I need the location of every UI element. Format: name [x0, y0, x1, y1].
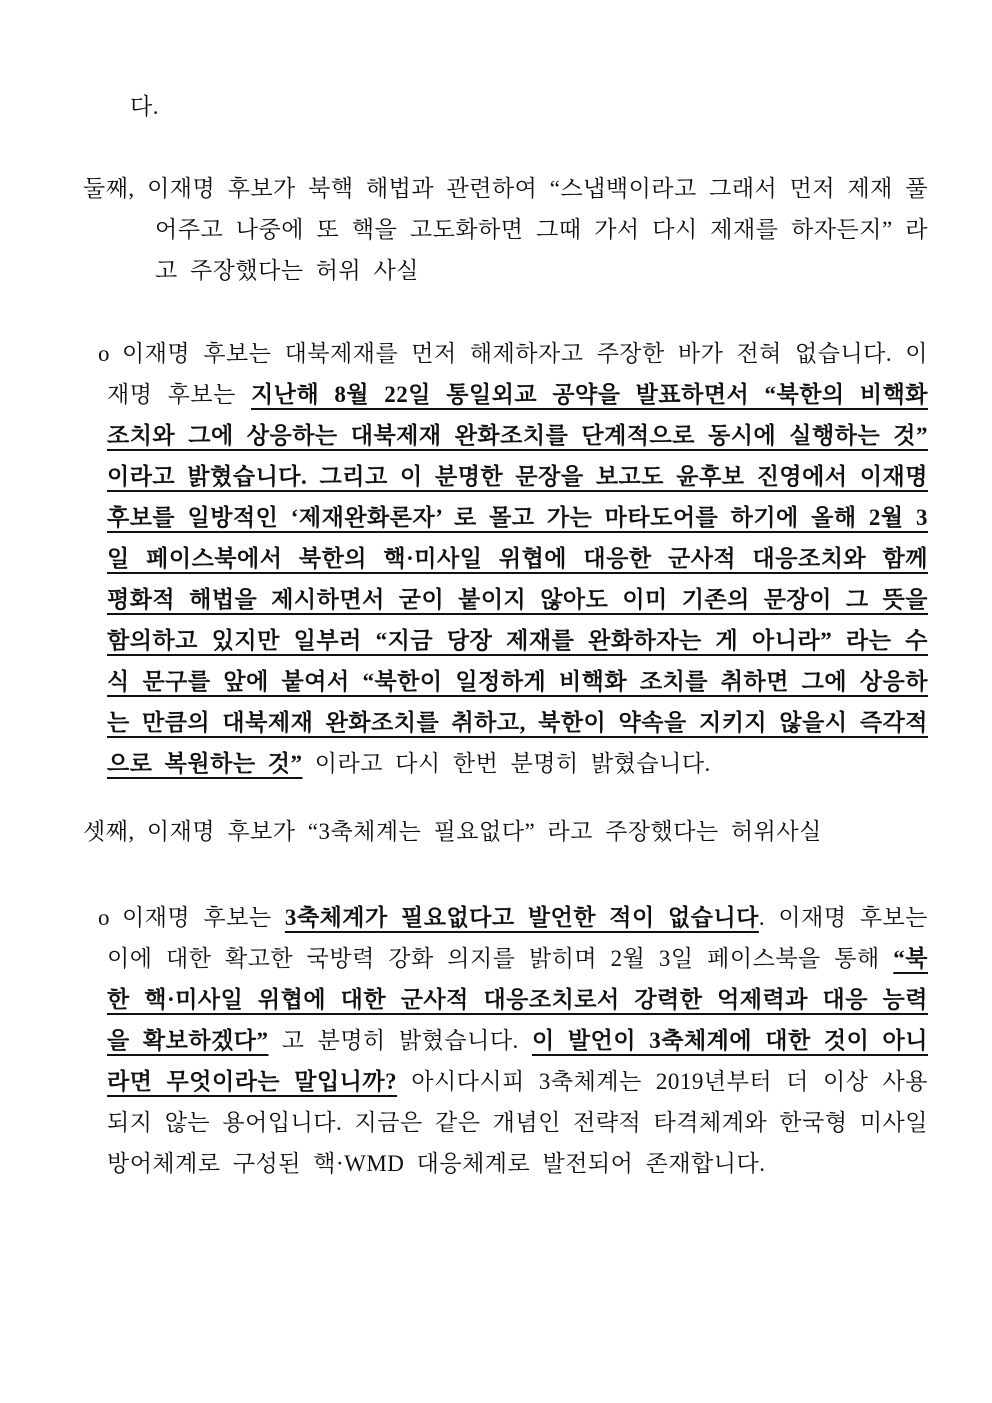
emphasized-text: “북한 핵·미사일 위협에 대한 군사적 대응조치로서 강력한 억제력과 대응 능력을 확보하겠다” — [107, 946, 928, 1053]
emphasized-text: 이 발언이 3축체계에 대한 것이 아니라면 무엇이라는 말입니까? — [107, 1028, 928, 1094]
body-text: 이라고 다시 한번 분명히 밝혔습니다. — [302, 751, 711, 776]
body-text: 둘째, 이재명 후보가 북핵 해법과 관련하여 “스냅백이라고 그래서 먼저 제재 풀어주고 나중에 또 핵을 고도화하면 그때 가서 다시 제재를 하자든지” 라고 주장했다는 허위 사실 — [83, 176, 928, 283]
body-text: 다. — [130, 94, 159, 119]
body-text: 이재명 후보는 대북제재를 먼저 해제하자고 주장한 바가 전혀 없습니다. 이재명 후보는 — [107, 341, 928, 407]
claim-3-heading — [83, 811, 928, 852]
carryover-line — [83, 86, 928, 127]
claim-2-rebuttal — [83, 333, 928, 784]
claim-2-heading — [83, 168, 928, 291]
bullet-marker: o — [98, 341, 110, 366]
claim-3-rebuttal — [83, 897, 928, 1184]
body-text: 셋째, 이재명 후보가 “3축체계는 필요없다” 라고 주장했다는 허위사실 — [83, 819, 822, 844]
emphasized-text: 3축체계가 필요없다고 발언한 적이 없습니다 — [284, 905, 759, 930]
emphasized-text: 지난해 8월 22일 통일외교 공약을 발표하면서 “북한의 비핵화 조치와 그에 상응하는 대북제재 완화조치를 단계적으로 동시에 실행하는 것” 이라고 밝혔습니다. 그리고 이 분명한 문장을 보고도 윤후보 진영에서 이재명후보를 일방적인 ‘제재완화론자’ 로 몰고 가는 마타도어를 하기에 올해 2월 3일 페이스북에서 북한의 핵·미사일 위협에 대응한 군사적 대응조치와 함께 평화적 해법을 제시하면서 굳이 붙이지 않아도 이미 기존의 문장이 그 뜻을 함의하고 있지만 일부러 “지금 당장 제재를 완화하자는 게 아니라” 라는 수식 문구를 앞에 붙여서 “북한이 일정하게 비핵화 조치를 취하면 그에 상응하는 만큼의 대북제재 완화조치를 취하고, 북한이 약속을 지키지 않을시 즉각적으로 복원하는 것” — [107, 382, 929, 776]
body-text: 아시다시피 3축체계는 2019년부터 더 이상 사용되지 않는 용어입니다. 지금은 같은 개념인 전략적 타격체계와 한국형 미사일방어체계로 구성된 핵·WMD 대응체계로 발전되어 존재합니다. — [107, 1069, 928, 1176]
body-text: 고 분명히 밝혔습니다. — [268, 1028, 532, 1053]
body-text: . 이재명 후보는 이에 대한 확고한 국방력 강화 의지를 밝히며 2월 3일 페이스북을 통해 — [107, 905, 928, 971]
body-text: 이재명 후보는 — [122, 905, 285, 930]
bullet-marker: o — [98, 905, 110, 930]
document-body — [83, 86, 928, 1184]
